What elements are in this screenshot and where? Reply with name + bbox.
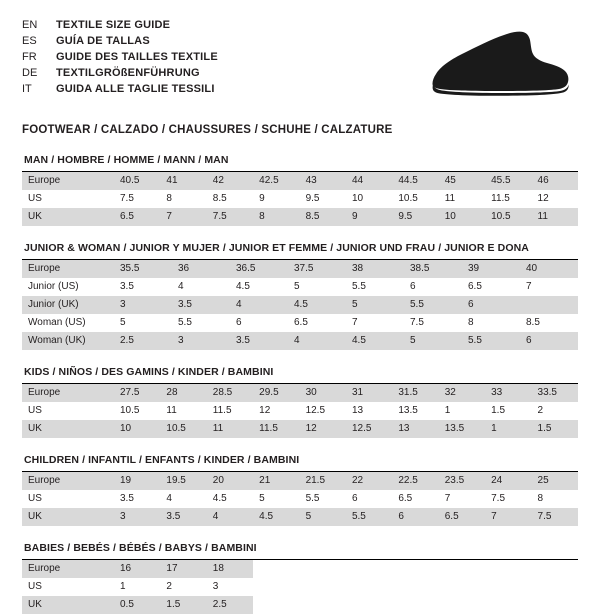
cell: 6 — [404, 278, 462, 296]
row-label: Europe — [22, 260, 114, 278]
cell: 13.5 — [392, 402, 438, 420]
cell: 33 — [485, 384, 531, 402]
cell: 8.5 — [207, 190, 253, 208]
block-title: BABIES / BEBÉS / BÉBÉS / BABYS / BAMBINI — [22, 542, 578, 560]
cell — [520, 296, 578, 314]
block-title: MAN / HOMBRE / HOMME / MANN / MAN — [22, 154, 578, 172]
table-row — [22, 260, 578, 278]
table-row — [22, 578, 578, 596]
cell: 1.5 — [485, 402, 531, 420]
cell: 5 — [346, 296, 404, 314]
cell: 10.5 — [160, 420, 206, 438]
cell: 11.5 — [485, 190, 531, 208]
cell: 12 — [300, 420, 346, 438]
cell: 27.5 — [114, 384, 160, 402]
cell: 6 — [462, 296, 520, 314]
row-label: Woman (UK) — [22, 332, 114, 350]
cell: 5 — [404, 332, 462, 350]
cell: 6.5 — [392, 490, 438, 508]
cell-empty — [253, 578, 299, 596]
cell: 5.5 — [462, 332, 520, 350]
block-title: KIDS / NIÑOS / DES GAMINS / KINDER / BAMBINI — [22, 366, 578, 384]
cell: 10 — [439, 208, 485, 226]
cell-empty — [300, 560, 346, 578]
cell-empty — [485, 560, 531, 578]
cell: 25 — [532, 472, 578, 490]
cell: 11 — [439, 190, 485, 208]
row-label: Woman (US) — [22, 314, 114, 332]
cell: 6 — [230, 314, 288, 332]
page-title: FOOTWEAR / CALZADO / CHAUSSURES / SCHUHE / CALZATURE — [22, 124, 393, 136]
cell: 28 — [160, 384, 206, 402]
table-row — [22, 560, 578, 578]
cell-empty — [253, 596, 299, 614]
cell-empty — [253, 560, 299, 578]
table-row — [22, 332, 578, 350]
language-code: ES — [22, 35, 37, 47]
cell: 9 — [253, 190, 299, 208]
cell: 46 — [532, 172, 578, 190]
table-row — [22, 596, 578, 614]
cell: 29.5 — [253, 384, 299, 402]
cell: 5 — [114, 314, 172, 332]
cell: 8 — [532, 490, 578, 508]
cell: 7.5 — [114, 190, 160, 208]
size-block-junior-woman — [22, 242, 578, 350]
cell: 1.5 — [532, 420, 578, 438]
cell: 6 — [392, 508, 438, 526]
cell: 4.5 — [288, 296, 346, 314]
row-label: Europe — [22, 172, 114, 190]
table-row — [22, 402, 578, 420]
cell: 6.5 — [114, 208, 160, 226]
language-title: GUÍA DE TALLAS — [56, 35, 150, 47]
row-label: UK — [22, 208, 114, 226]
cell-empty — [532, 596, 578, 614]
cell-empty — [346, 596, 392, 614]
cell: 10.5 — [392, 190, 438, 208]
cell: 12.5 — [300, 402, 346, 420]
cell: 5 — [288, 278, 346, 296]
table-row — [22, 314, 578, 332]
row-label: US — [22, 578, 114, 596]
cell: 22 — [346, 472, 392, 490]
dress-shoe-icon — [380, 30, 570, 104]
cell-empty — [346, 560, 392, 578]
cell: 12 — [253, 402, 299, 420]
cell: 10.5 — [114, 402, 160, 420]
cell: 2 — [532, 402, 578, 420]
size-block-babies — [22, 542, 578, 614]
size-block-kids — [22, 366, 578, 438]
cell: 24 — [485, 472, 531, 490]
cell: 23.5 — [439, 472, 485, 490]
cell-empty — [300, 578, 346, 596]
cell: 3.5 — [172, 296, 230, 314]
cell-empty — [485, 578, 531, 596]
language-code: FR — [22, 51, 37, 63]
row-label: Europe — [22, 472, 114, 490]
table-row — [22, 296, 578, 314]
cell: 11 — [207, 420, 253, 438]
cell: 3 — [172, 332, 230, 350]
cell-empty — [392, 596, 438, 614]
cell: 12.5 — [346, 420, 392, 438]
cell: 13 — [346, 402, 392, 420]
cell: 2.5 — [114, 332, 172, 350]
cell: 1 — [439, 402, 485, 420]
cell: 3.5 — [160, 508, 206, 526]
size-table-man — [22, 172, 578, 226]
cell: 7.5 — [532, 508, 578, 526]
cell: 8 — [462, 314, 520, 332]
cell: 42 — [207, 172, 253, 190]
cell: 8.5 — [300, 208, 346, 226]
cell: 2.5 — [207, 596, 253, 614]
cell: 45.5 — [485, 172, 531, 190]
language-title: TEXTILE SIZE GUIDE — [56, 19, 171, 31]
cell: 4.5 — [253, 508, 299, 526]
size-table-babies — [22, 560, 578, 614]
row-label: US — [22, 490, 114, 508]
cell: 18 — [207, 560, 253, 578]
cell: 3.5 — [114, 490, 160, 508]
cell: 4 — [288, 332, 346, 350]
cell: 10 — [346, 190, 392, 208]
cell: 6 — [520, 332, 578, 350]
cell-empty — [300, 596, 346, 614]
cell: 16 — [114, 560, 160, 578]
cell: 36.5 — [230, 260, 288, 278]
cell: 40 — [520, 260, 578, 278]
cell-empty — [392, 560, 438, 578]
row-label: UK — [22, 596, 114, 614]
cell-empty — [439, 596, 485, 614]
cell-empty — [439, 560, 485, 578]
cell: 21 — [253, 472, 299, 490]
cell: 21.5 — [300, 472, 346, 490]
cell: 31.5 — [392, 384, 438, 402]
block-title: JUNIOR & WOMAN / JUNIOR Y MUJER / JUNIOR ET FEMME / JUNIOR UND FRAU / JUNIOR E DONA — [22, 242, 578, 260]
language-code: DE — [22, 67, 38, 79]
language-title: TEXTILGRÖßENFÜHRUNG — [56, 67, 200, 79]
cell-empty — [392, 578, 438, 596]
cell: 7.5 — [485, 490, 531, 508]
cell: 30 — [300, 384, 346, 402]
cell: 7.5 — [207, 208, 253, 226]
cell: 4 — [160, 490, 206, 508]
cell: 6.5 — [439, 508, 485, 526]
row-label: UK — [22, 508, 114, 526]
language-row — [22, 34, 218, 50]
cell: 5.5 — [300, 490, 346, 508]
table-row — [22, 208, 578, 226]
cell: 5.5 — [172, 314, 230, 332]
cell: 3.5 — [230, 332, 288, 350]
cell: 36 — [172, 260, 230, 278]
cell: 4 — [172, 278, 230, 296]
cell: 7 — [485, 508, 531, 526]
cell: 11.5 — [207, 402, 253, 420]
table-row — [22, 190, 578, 208]
row-label: Europe — [22, 384, 114, 402]
cell: 12 — [532, 190, 578, 208]
cell: 38 — [346, 260, 404, 278]
cell: 7 — [160, 208, 206, 226]
cell: 5.5 — [346, 278, 404, 296]
table-row — [22, 490, 578, 508]
cell: 6.5 — [462, 278, 520, 296]
cell: 11 — [160, 402, 206, 420]
cell: 3 — [207, 578, 253, 596]
size-table-kids — [22, 384, 578, 438]
language-row — [22, 50, 218, 66]
header — [22, 18, 578, 110]
cell: 5.5 — [346, 508, 392, 526]
cell: 13 — [392, 420, 438, 438]
size-table-junior-woman — [22, 260, 578, 350]
cell: 44 — [346, 172, 392, 190]
table-row — [22, 420, 578, 438]
cell: 20 — [207, 472, 253, 490]
cell: 28.5 — [207, 384, 253, 402]
cell-empty — [532, 578, 578, 596]
cell: 3 — [114, 296, 172, 314]
size-table-children — [22, 472, 578, 526]
cell-empty — [346, 578, 392, 596]
row-label: US — [22, 190, 114, 208]
cell: 8 — [253, 208, 299, 226]
cell-empty — [439, 578, 485, 596]
cell: 1 — [114, 578, 160, 596]
cell: 1 — [485, 420, 531, 438]
cell: 4.5 — [346, 332, 404, 350]
cell: 8 — [160, 190, 206, 208]
cell: 0.5 — [114, 596, 160, 614]
cell: 10.5 — [485, 208, 531, 226]
language-code: EN — [22, 19, 38, 31]
cell: 19.5 — [160, 472, 206, 490]
cell: 8.5 — [520, 314, 578, 332]
cell: 37.5 — [288, 260, 346, 278]
cell: 7 — [439, 490, 485, 508]
language-row — [22, 82, 218, 98]
cell: 41 — [160, 172, 206, 190]
cell: 19 — [114, 472, 160, 490]
size-block-children — [22, 454, 578, 526]
language-code: IT — [22, 83, 32, 95]
language-title: GUIDE DES TAILLES TEXTILE — [56, 51, 218, 63]
cell: 2 — [160, 578, 206, 596]
block-title: CHILDREN / INFANTIL / ENFANTS / KINDER / BAMBINI — [22, 454, 578, 472]
cell: 6.5 — [288, 314, 346, 332]
table-row — [22, 384, 578, 402]
cell: 6 — [346, 490, 392, 508]
row-label: Europe — [22, 560, 114, 578]
cell: 11 — [532, 208, 578, 226]
cell: 1.5 — [160, 596, 206, 614]
cell: 44.5 — [392, 172, 438, 190]
cell: 9.5 — [392, 208, 438, 226]
cell: 39 — [462, 260, 520, 278]
cell: 11.5 — [253, 420, 299, 438]
cell: 5 — [300, 508, 346, 526]
row-label: Junior (UK) — [22, 296, 114, 314]
cell: 7 — [346, 314, 404, 332]
table-row — [22, 472, 578, 490]
cell: 4.5 — [230, 278, 288, 296]
cell: 31 — [346, 384, 392, 402]
cell: 35.5 — [114, 260, 172, 278]
cell: 10 — [114, 420, 160, 438]
table-row — [22, 172, 578, 190]
cell: 45 — [439, 172, 485, 190]
cell: 38.5 — [404, 260, 462, 278]
cell: 7 — [520, 278, 578, 296]
cell: 22.5 — [392, 472, 438, 490]
row-label: Junior (US) — [22, 278, 114, 296]
cell: 5.5 — [404, 296, 462, 314]
language-row — [22, 66, 218, 82]
cell: 32 — [439, 384, 485, 402]
cell: 4.5 — [207, 490, 253, 508]
row-label: UK — [22, 420, 114, 438]
cell: 33.5 — [532, 384, 578, 402]
language-row — [22, 18, 218, 34]
cell: 7.5 — [404, 314, 462, 332]
cell: 4 — [207, 508, 253, 526]
cell: 9 — [346, 208, 392, 226]
cell: 42.5 — [253, 172, 299, 190]
row-label: US — [22, 402, 114, 420]
cell: 5 — [253, 490, 299, 508]
cell-empty — [532, 560, 578, 578]
cell: 17 — [160, 560, 206, 578]
cell: 3.5 — [114, 278, 172, 296]
cell: 43 — [300, 172, 346, 190]
table-row — [22, 508, 578, 526]
cell: 9.5 — [300, 190, 346, 208]
cell: 13.5 — [439, 420, 485, 438]
cell: 40.5 — [114, 172, 160, 190]
cell: 3 — [114, 508, 160, 526]
language-title-list — [22, 18, 218, 98]
language-title: GUIDA ALLE TAGLIE TESSILI — [56, 83, 215, 95]
cell: 4 — [230, 296, 288, 314]
cell-empty — [485, 596, 531, 614]
size-block-man — [22, 154, 578, 226]
table-row — [22, 278, 578, 296]
